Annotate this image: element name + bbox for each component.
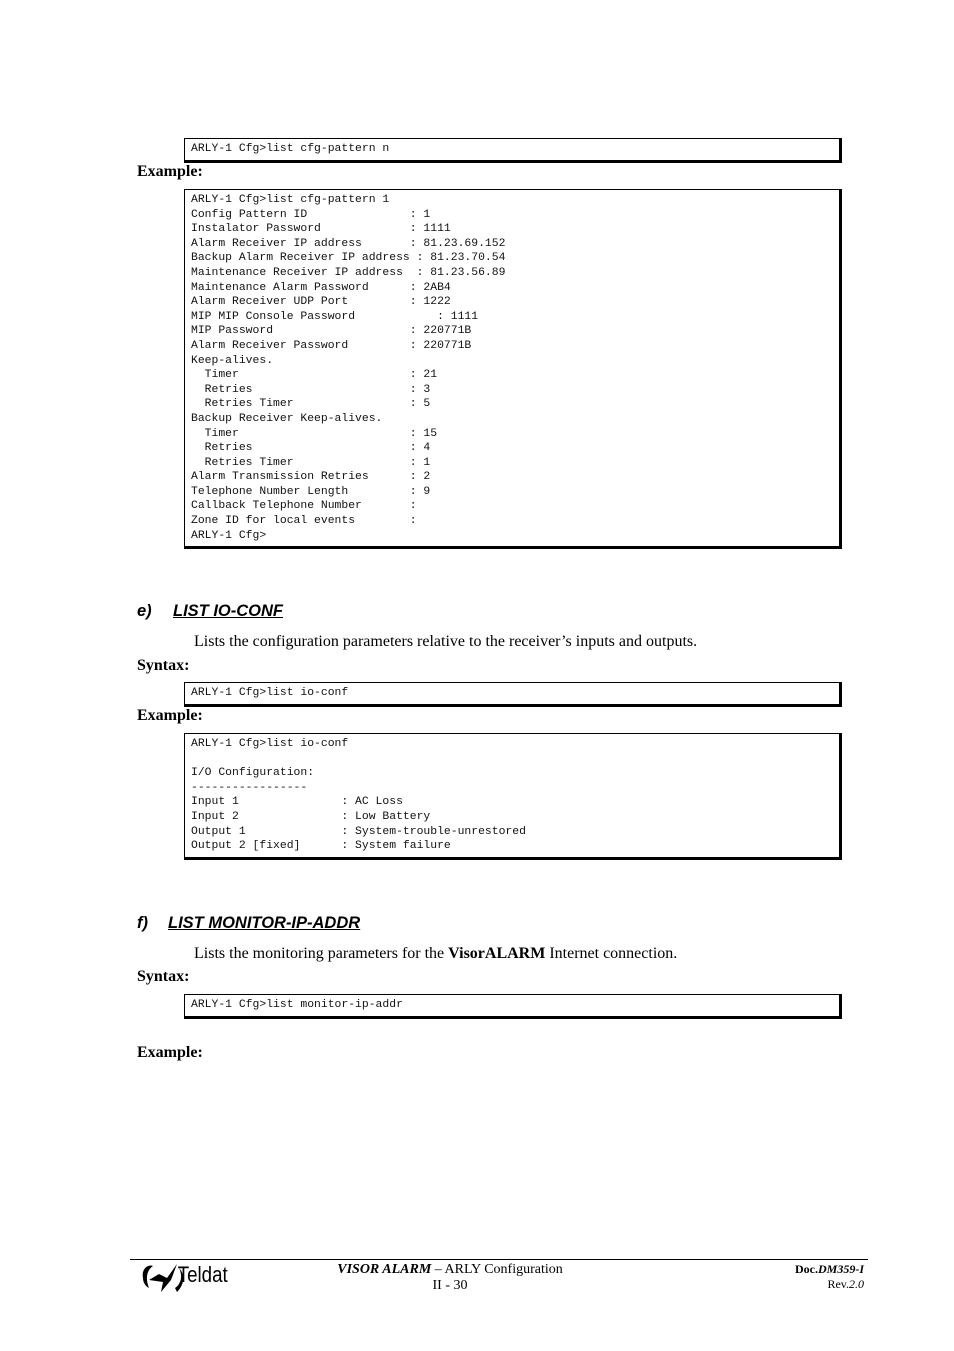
code-block-syntax-cfg-pattern (184, 138, 842, 163)
product-name: VisorALARM (448, 945, 546, 962)
code-text: ARLY-1 Cfg>list cfg-pattern n (191, 143, 390, 155)
section-number: f) (137, 914, 148, 932)
code-block-syntax-monitor-ip (184, 994, 842, 1019)
footer-center (320, 1262, 580, 1294)
section-heading-e (137, 602, 283, 621)
section-title: LIST IO-CONF (173, 602, 283, 620)
code-text: ARLY-1 Cfg>list io-conf (191, 687, 349, 699)
code-block-example-io-conf (184, 733, 842, 860)
description-text-end: Internet connection. (545, 945, 678, 962)
section-description: Lists the configuration parameters relative to the receiver’s inputs and outputs. (194, 633, 698, 650)
footer-doc-title: ARLY Configuration (444, 1262, 563, 1277)
footer-product: VISOR ALARM (337, 1262, 432, 1277)
footer-title (320, 1262, 580, 1278)
syntax-label: Syntax: (137, 968, 190, 985)
example-label: Example: (137, 163, 203, 180)
code-block-example-cfg-pattern (184, 189, 842, 549)
example-label: Example: (137, 1044, 203, 1061)
code-text: ARLY-1 Cfg>list cfg-pattern 1 Config Pattern ID : 1 Instalator Password : 1111 Alarm Receiver IP address : 81.23.69.152 Backup Alarm Receiver IP address : 81.23.70.54 Maintenance Receiver IP address : 81.23.56.89 Maintenance Alarm Password : 2AB4 Alarm Receiver UDP Port : 1222 MIP MIP Console Password : 1111 MIP Password : 220771B Alarm Receiver Password : 220771B Keep-alives. Timer : 21 Retries : 3 Retries Timer : 5 Backup Receiver Keep-alives. Timer : 15 Retries : 4 Retries Timer : 1 Alarm Transmission Retries : 2 Telephone Number Length : 9 Callback Telephone Number : Zone ID for local events : ARLY-1 Cfg> (191, 194, 506, 542)
rev-number: 2.0 (849, 1277, 864, 1291)
code-block-syntax-io-conf (184, 682, 842, 707)
doc-id: DM359-I (817, 1262, 864, 1276)
page-number: II - 30 (432, 1278, 468, 1293)
doc-reference (795, 1262, 864, 1277)
section-title: LIST MONITOR-IP-ADDR (168, 914, 361, 932)
section-description (194, 945, 677, 963)
rev-prefix: Rev. (827, 1277, 849, 1291)
logo-text: Teldat (177, 1263, 228, 1288)
description-text: Lists the monitoring parameters for the (194, 945, 449, 962)
syntax-label: Syntax: (137, 657, 190, 674)
example-label: Example: (137, 707, 203, 724)
doc-prefix: Doc. (794, 1262, 818, 1276)
revision (795, 1277, 864, 1292)
code-text: ARLY-1 Cfg>list io-conf I/O Configuration: ----------------- Input 1 : AC Loss Input 2 : Low Battery Output 1 : System-trouble-unrestored Output 2 [fixed] : System failure (191, 738, 526, 853)
code-text: ARLY-1 Cfg>list monitor-ip-addr (191, 999, 403, 1011)
section-number: e) (137, 602, 152, 620)
teldat-logo (137, 1258, 247, 1298)
footer-dash: – (431, 1262, 445, 1277)
section-heading-f (137, 914, 360, 933)
footer-right (795, 1262, 864, 1292)
